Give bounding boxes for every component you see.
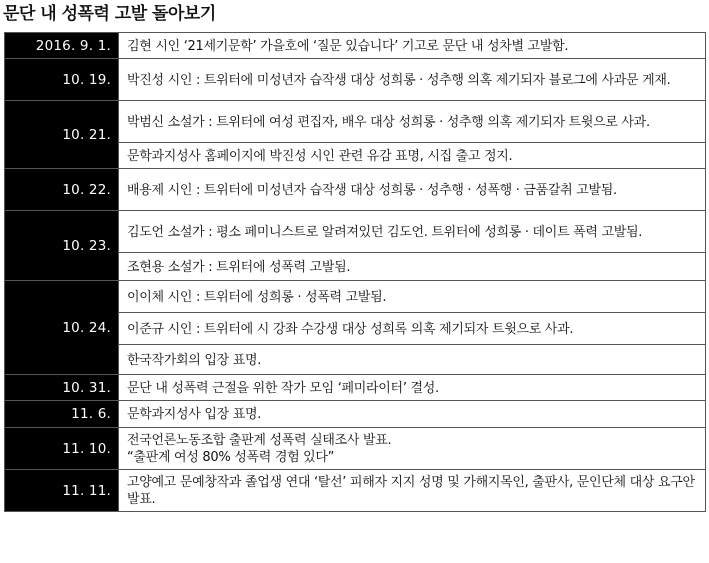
event-cell: 김현 시인 ‘21세기문학’ 가을호에 ‘질문 있습니다’ 기고로 문단 내 성차별 고발함. xyxy=(119,33,706,59)
table-row xyxy=(5,33,706,59)
event-cell: 문단 내 성폭력 근절을 위한 작가 모임 ‘페미라이터’ 결성. xyxy=(119,375,706,401)
table-row xyxy=(5,375,706,401)
event-cell xyxy=(119,428,706,470)
event-cell: 고양예고 문예창작과 졸업생 연대 ‘탈선’ 피해자 지지 성명 및 가해지목인, 출판사, 문인단체 대상 요구안 발표. xyxy=(119,470,706,512)
event-line: “출판계 여성 80% 성폭력 경험 있다” xyxy=(127,450,335,465)
date-cell: 10. 19. xyxy=(5,59,119,101)
date-cell: 10. 31. xyxy=(5,375,119,401)
event-cell: 배용제 시인 : 트위터에 미성년자 습작생 대상 성희롱 · 성추행 · 성폭행 · 금품갈취 고발됨. xyxy=(119,169,706,211)
event-cell: 문학과지성사 홈페이지에 박진성 시인 관련 유감 표명, 시집 출고 정지. xyxy=(119,143,706,169)
date-cell: 10. 21. xyxy=(5,101,119,169)
date-cell: 10. 22. xyxy=(5,169,119,211)
table-row xyxy=(5,59,706,101)
event-cell: 조현용 소설가 : 트위터에 성폭력 고발됨. xyxy=(119,253,706,281)
table-row xyxy=(5,101,706,143)
event-cell: 이준규 시인 : 트위터에 시 강좌 수강생 대상 성희록 의혹 제기되자 트윗으로 사과. xyxy=(119,313,706,345)
event-cell: 김도언 소설가 : 평소 페미니스트로 알려져있던 김도언. 트위터에 성희롱 · 데이트 폭력 고발됨. xyxy=(119,211,706,253)
event-line: 전국언론노동조합 출판계 성폭력 실태조사 발표. xyxy=(127,433,392,448)
table-row xyxy=(5,470,706,512)
date-cell: 11. 10. xyxy=(5,428,119,470)
date-cell: 10. 23. xyxy=(5,211,119,281)
table-row xyxy=(5,401,706,428)
event-cell: 문학과지성사 입장 표명. xyxy=(119,401,706,428)
event-cell: 박진성 시인 : 트위터에 미성년자 습작생 대상 성희롱 · 성추행 의혹 제기되자 블로그에 사과문 게재. xyxy=(119,59,706,101)
date-cell: 11. 6. xyxy=(5,401,119,428)
table-row xyxy=(5,211,706,253)
event-cell: 이이체 시인 : 트위터에 성희롱 · 성폭력 고발됨. xyxy=(119,281,706,313)
table-row xyxy=(5,281,706,313)
event-cell: 박범신 소설가 : 트위터에 여성 편집자, 배우 대상 성희롱 · 성추행 의혹 제기되자 트윗으로 사과. xyxy=(119,101,706,143)
date-cell: 2016. 9. 1. xyxy=(5,33,119,59)
date-cell: 11. 11. xyxy=(5,470,119,512)
page-title: 문단 내 성폭력 고발 돌아보기 xyxy=(3,4,216,24)
table-row xyxy=(5,428,706,470)
timeline-table xyxy=(4,32,706,512)
table-row xyxy=(5,169,706,211)
event-cell: 한국작가회의 입장 표명. xyxy=(119,345,706,375)
date-cell: 10. 24. xyxy=(5,281,119,375)
